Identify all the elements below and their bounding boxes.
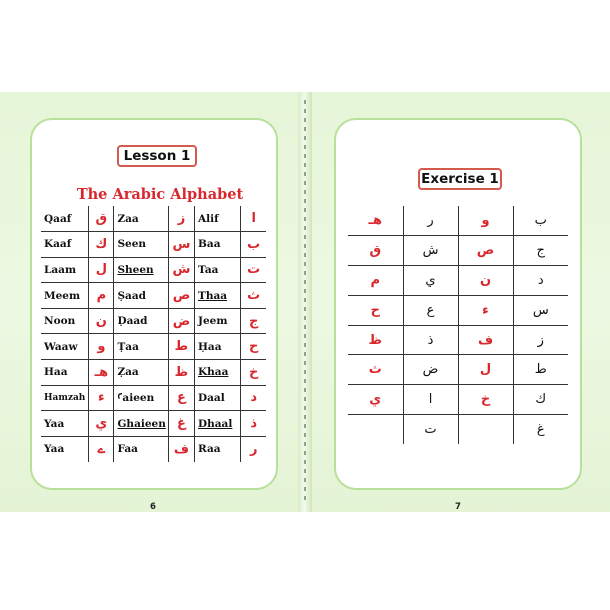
stitch-mark	[304, 361, 306, 365]
arabic-letter: ض	[168, 308, 194, 334]
arabic-letter: ق	[89, 206, 114, 232]
letter-name: Faa	[114, 436, 168, 462]
exercise-letter: م	[348, 266, 403, 296]
stitch-mark	[304, 280, 306, 284]
arabic-letter: ي	[89, 411, 114, 437]
stitch-mark	[304, 145, 306, 149]
stitch-mark	[304, 379, 306, 383]
table-row	[348, 355, 568, 385]
arabic-letter: ع	[168, 385, 194, 411]
stitch-mark	[304, 298, 306, 302]
letter-name: Sheen	[114, 257, 168, 283]
stitch-mark	[304, 424, 306, 428]
exercise-letter: ح	[348, 295, 403, 325]
stitch-mark	[304, 235, 306, 239]
table-row	[41, 232, 266, 258]
arabic-letter: ظ	[168, 360, 194, 386]
stitch-mark	[304, 343, 306, 347]
arabic-letter: غ	[168, 411, 194, 437]
arabic-letter: هـ	[89, 360, 114, 386]
letter-name: Qaaf	[41, 206, 89, 232]
letter-name: Thaa	[195, 283, 241, 309]
exercise-letter: ن	[458, 266, 513, 296]
exercise-letter: د	[513, 266, 568, 296]
stitch-mark	[304, 478, 306, 482]
arabic-letter: ء	[89, 385, 114, 411]
stitch-mark	[304, 487, 306, 491]
table-row	[348, 236, 568, 266]
stitch-mark	[304, 172, 306, 176]
exercise-letter: هـ	[348, 206, 403, 236]
arabic-letter: د	[241, 385, 266, 411]
stitch-mark	[304, 181, 306, 185]
stitch-mark	[304, 163, 306, 167]
alphabet-heading: The Arabic Alphabet	[76, 186, 244, 203]
stitch-mark	[304, 307, 306, 311]
exercise-letter: ض	[403, 355, 458, 385]
page-number-right: 7	[455, 502, 461, 512]
letter-name: Hamzah	[41, 385, 89, 411]
stitch-mark	[304, 334, 306, 338]
letter-name: Taa	[195, 257, 241, 283]
stitch-mark	[304, 451, 306, 455]
exercise-letter: ب	[513, 206, 568, 236]
letter-name: Kaaf	[41, 232, 89, 258]
arabic-letter: خ	[241, 360, 266, 386]
table-row	[41, 334, 266, 360]
letter-name: Meem	[41, 283, 89, 309]
stitch-mark	[304, 100, 306, 104]
arabic-letter: ل	[89, 257, 114, 283]
arabic-letter: ث	[241, 283, 266, 309]
letter-name: Ḥaa	[195, 334, 241, 360]
arabic-letter: ر	[241, 436, 266, 462]
stitch-mark	[304, 253, 306, 257]
table-row	[41, 436, 266, 462]
stitch-mark	[304, 370, 306, 374]
stitch-mark	[304, 136, 306, 140]
table-row	[41, 360, 266, 386]
exercise-letter: ر	[403, 206, 458, 236]
letter-name: Baa	[195, 232, 241, 258]
letter-name: Ꜥaieen	[114, 385, 168, 411]
stitch-mark	[304, 244, 306, 248]
stitch-mark	[304, 415, 306, 419]
letter-name: Ẓaa	[114, 360, 168, 386]
arabic-letter: ت	[241, 257, 266, 283]
stitch-mark	[304, 109, 306, 113]
arabic-letter: ن	[89, 308, 114, 334]
letter-name: Haa	[41, 360, 89, 386]
exercise-letter: ش	[403, 236, 458, 266]
exercise-letter: ث	[348, 355, 403, 385]
stitch-mark	[304, 433, 306, 437]
letter-name: Yaa	[41, 411, 89, 437]
letter-name: Waaw	[41, 334, 89, 360]
stitch-mark	[304, 316, 306, 320]
arabic-letter: و	[89, 334, 114, 360]
exercise-letter: غ	[513, 415, 568, 445]
arabic-letter: ك	[89, 232, 114, 258]
table-row	[348, 295, 568, 325]
arabic-letter: ف	[168, 436, 194, 462]
stitch-mark	[304, 352, 306, 356]
table-row	[41, 257, 266, 283]
stitch-mark	[304, 118, 306, 122]
table-row	[348, 266, 568, 296]
exercise-title: Exercise 1	[418, 168, 502, 190]
stitch-mark	[304, 217, 306, 221]
exercise-letter: ك	[513, 385, 568, 415]
letter-name: Khaa	[195, 360, 241, 386]
arabic-letter: ص	[168, 283, 194, 309]
arabic-letter: ے	[89, 436, 114, 462]
stitch-mark	[304, 271, 306, 275]
arabic-letter: س	[168, 232, 194, 258]
letter-name: Seen	[114, 232, 168, 258]
stitch-mark	[304, 208, 306, 212]
arabic-letter: ط	[168, 334, 194, 360]
letter-name: Noon	[41, 308, 89, 334]
exercise-letter: ظ	[348, 325, 403, 355]
arabic-letter: ح	[241, 334, 266, 360]
exercise-letter: ع	[403, 295, 458, 325]
letter-name: Dhaal	[195, 411, 241, 437]
exercise-letter: ي	[348, 385, 403, 415]
letter-name: Raa	[195, 436, 241, 462]
lesson-title: Lesson 1	[117, 145, 197, 167]
letter-name: Laam	[41, 257, 89, 283]
letter-name: Alif	[195, 206, 241, 232]
alphabet-table	[41, 206, 266, 462]
letter-name: Ṣaad	[114, 283, 168, 309]
stitch-mark	[304, 325, 306, 329]
exercise-letter: ق	[348, 236, 403, 266]
letter-name: Jeem	[195, 308, 241, 334]
table-row	[348, 325, 568, 355]
stitch-mark	[304, 127, 306, 131]
arabic-letter: ب	[241, 232, 266, 258]
arabic-letter: ج	[241, 308, 266, 334]
page-number-left: 6	[150, 502, 156, 512]
exercise-letter: ء	[458, 295, 513, 325]
arabic-letter: ز	[168, 206, 194, 232]
stitch-mark	[304, 226, 306, 230]
table-row	[348, 415, 568, 445]
letter-name: Ṭaa	[114, 334, 168, 360]
letter-name: Yaa	[41, 436, 89, 462]
exercise-letter: س	[513, 295, 568, 325]
stitch-mark	[304, 469, 306, 473]
exercise-letter: ز	[513, 325, 568, 355]
stitch-mark	[304, 154, 306, 158]
letter-name: Ghaieen	[114, 411, 168, 437]
exercise-letter: و	[458, 206, 513, 236]
stitch-mark	[304, 388, 306, 392]
exercise-table	[348, 206, 568, 444]
exercise-letter: ف	[458, 325, 513, 355]
table-row	[348, 206, 568, 236]
stitch-mark	[304, 397, 306, 401]
stitch-mark	[304, 460, 306, 464]
table-row	[41, 308, 266, 334]
exercise-letter: ل	[458, 355, 513, 385]
exercise-letter: ت	[403, 415, 458, 445]
stitch-mark	[304, 262, 306, 266]
exercise-letter: خ	[458, 385, 513, 415]
exercise-letter: ا	[403, 385, 458, 415]
arabic-letter: م	[89, 283, 114, 309]
stitch-mark	[304, 406, 306, 410]
arabic-letter: ذ	[241, 411, 266, 437]
stitch-mark	[304, 199, 306, 203]
letter-name: Daal	[195, 385, 241, 411]
table-row	[41, 206, 266, 232]
table-row	[41, 283, 266, 309]
exercise-letter	[348, 415, 403, 445]
exercise-letter: ط	[513, 355, 568, 385]
stitch-mark	[304, 496, 306, 500]
letter-name: Zaa	[114, 206, 168, 232]
stitch-mark	[304, 190, 306, 194]
stitch-mark	[304, 442, 306, 446]
exercise-letter: ج	[513, 236, 568, 266]
arabic-letter: ش	[168, 257, 194, 283]
arabic-letter: ا	[241, 206, 266, 232]
exercise-letter: ذ	[403, 325, 458, 355]
stitch-mark	[304, 289, 306, 293]
letter-name: Ḍaad	[114, 308, 168, 334]
table-row	[41, 411, 266, 437]
exercise-letter: ص	[458, 236, 513, 266]
table-row	[41, 385, 266, 411]
exercise-letter: ي	[403, 266, 458, 296]
exercise-letter	[458, 415, 513, 445]
table-row	[348, 385, 568, 415]
